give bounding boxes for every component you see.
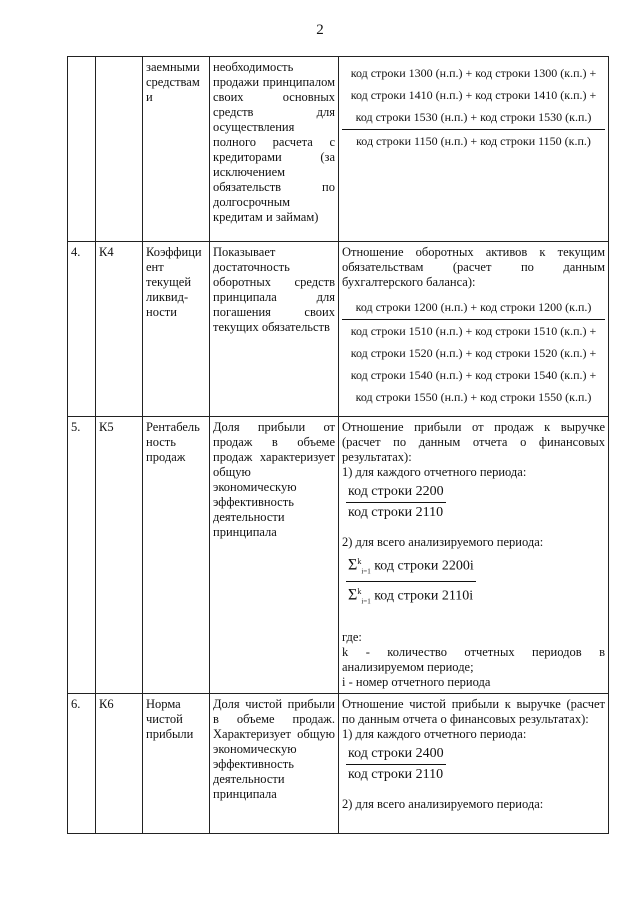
formula-denominator	[346, 582, 476, 611]
row-calculation-cell	[339, 417, 609, 694]
formula-fraction	[342, 296, 605, 408]
period-item-2: 2) для всего анализируемого периода:	[342, 535, 544, 549]
row-code-cell	[96, 57, 143, 242]
row-number-cell: 5.	[68, 417, 96, 694]
row-code-cell: К4	[96, 242, 143, 417]
table-row	[68, 242, 609, 417]
sum-formula-fraction	[346, 552, 476, 612]
sum-upper-limit: k	[357, 587, 362, 597]
formula-denominator	[342, 130, 605, 152]
formula-line: код строки 1150 (н.п.) + код строки 1150 (к.п.)	[356, 134, 591, 148]
row-description-cell: Доля прибыли от продаж в объеме продаж характеризует общую экономическую эффективность деятельности принципала	[210, 417, 339, 694]
formula-line: код строки 1550 (н.п.) + код строки 1550 (к.п.)	[355, 390, 592, 404]
where-label: где:	[342, 629, 362, 644]
table-row	[68, 693, 609, 833]
row-code-cell: К6	[96, 693, 143, 833]
formula-line: код строки 1200 (н.п.) + код строки 1200 (к.п.)	[355, 300, 592, 314]
formula-line: код строки 1510 (н.п.) + код строки 1510 (к.п.) +	[350, 324, 597, 338]
indicators-table	[67, 56, 609, 834]
formula-denominator: код строки 2110	[348, 766, 444, 782]
row-description-cell: Показывает достаточность оборотных средств принципала для погашения своих текущих обязательств	[210, 242, 339, 417]
table-row	[68, 57, 609, 242]
formula-numerator	[346, 552, 476, 582]
row-description-cell: необходимость продажи принципалом своих основных средств для осуществления полного расчета с кредиторами (за исключением обязательств по долгосрочным кредитам и займам)	[210, 57, 339, 242]
row-description-cell: Доля чистой прибыли в объеме продаж. Характеризует общую экономическую эффективность деятельности принципала	[210, 693, 339, 833]
row-calculation-cell	[339, 242, 609, 417]
row-calculation-cell	[339, 57, 609, 242]
formula-fraction	[346, 482, 446, 523]
period-item-2: 2) для всего анализируемого периода:	[342, 796, 544, 811]
row-calculation-cell	[339, 693, 609, 833]
sum-lower-limit: i=1	[361, 597, 371, 606]
formula-denominator	[342, 320, 605, 408]
formula-line: код строки 1300 (н.п.) + код строки 1300 (к.п.) +	[350, 66, 597, 80]
formula-denominator: код строки 2110	[348, 505, 444, 520]
row-name-cell: Коэффици ент текущей ликвид-ности	[143, 242, 210, 417]
row-number-cell: 6.	[68, 693, 96, 833]
row-number-cell: 4.	[68, 242, 96, 417]
row-name-cell: заемными средствам и	[143, 57, 210, 242]
formula-numerator: код строки 2200	[346, 482, 446, 503]
formula-line: код строки 1520 (н.п.) + код строки 1520 (к.п.) +	[350, 346, 597, 360]
row-name-cell: Рентабель ность продаж	[143, 417, 210, 694]
sigma-symbol: Σ	[348, 556, 358, 574]
formula-numerator	[342, 62, 605, 130]
sum-lower-limit: i=1	[361, 567, 371, 576]
page-number: 2	[316, 22, 324, 38]
formula-line: код строки 1410 (н.п.) + код строки 1410 (к.п.) +	[350, 88, 597, 102]
formula-line: код строки 1530 (н.п.) + код строки 1530 (к.п.)	[355, 110, 592, 124]
table-row	[68, 417, 609, 694]
row-number-cell	[68, 57, 96, 242]
sum-upper-limit: k	[357, 557, 362, 566]
sum-denominator-text: код строки 2110i	[374, 589, 474, 605]
calculation-intro: Отношение оборотных активов к текущим обязательствам (расчет по данным бухгалтерского баланса):	[342, 245, 605, 289]
period-item-1: 1) для каждого отчетного периода:	[342, 726, 527, 741]
formula-numerator: код строки 2400	[346, 744, 446, 765]
row-name-cell: Норма чистой прибыли	[143, 693, 210, 833]
period-item-1: 1) для каждого отчетного периода:	[342, 465, 527, 479]
calculation-intro: Отношение прибыли от продаж к выручке (расчет по данным отчета о финансовых результатах):	[342, 420, 605, 464]
calculation-intro: Отношение чистой прибыли к выручке (расчет по данным отчета о финансовых результатах):	[342, 696, 605, 726]
formula-fraction	[342, 62, 605, 152]
formula-fraction	[346, 744, 446, 785]
sigma-symbol: Σ	[348, 587, 358, 605]
formula-line: код строки 1540 (н.п.) + код строки 1540 (к.п.) +	[350, 368, 597, 382]
row-code-cell: К5	[96, 417, 143, 694]
sum-numerator-text: код строки 2200i	[374, 558, 474, 574]
k-definition: k - количество отчетных периодов в анализируемом периоде;	[342, 644, 605, 674]
i-definition: i - номер отчетного периода	[342, 674, 491, 689]
formula-numerator	[342, 296, 605, 320]
